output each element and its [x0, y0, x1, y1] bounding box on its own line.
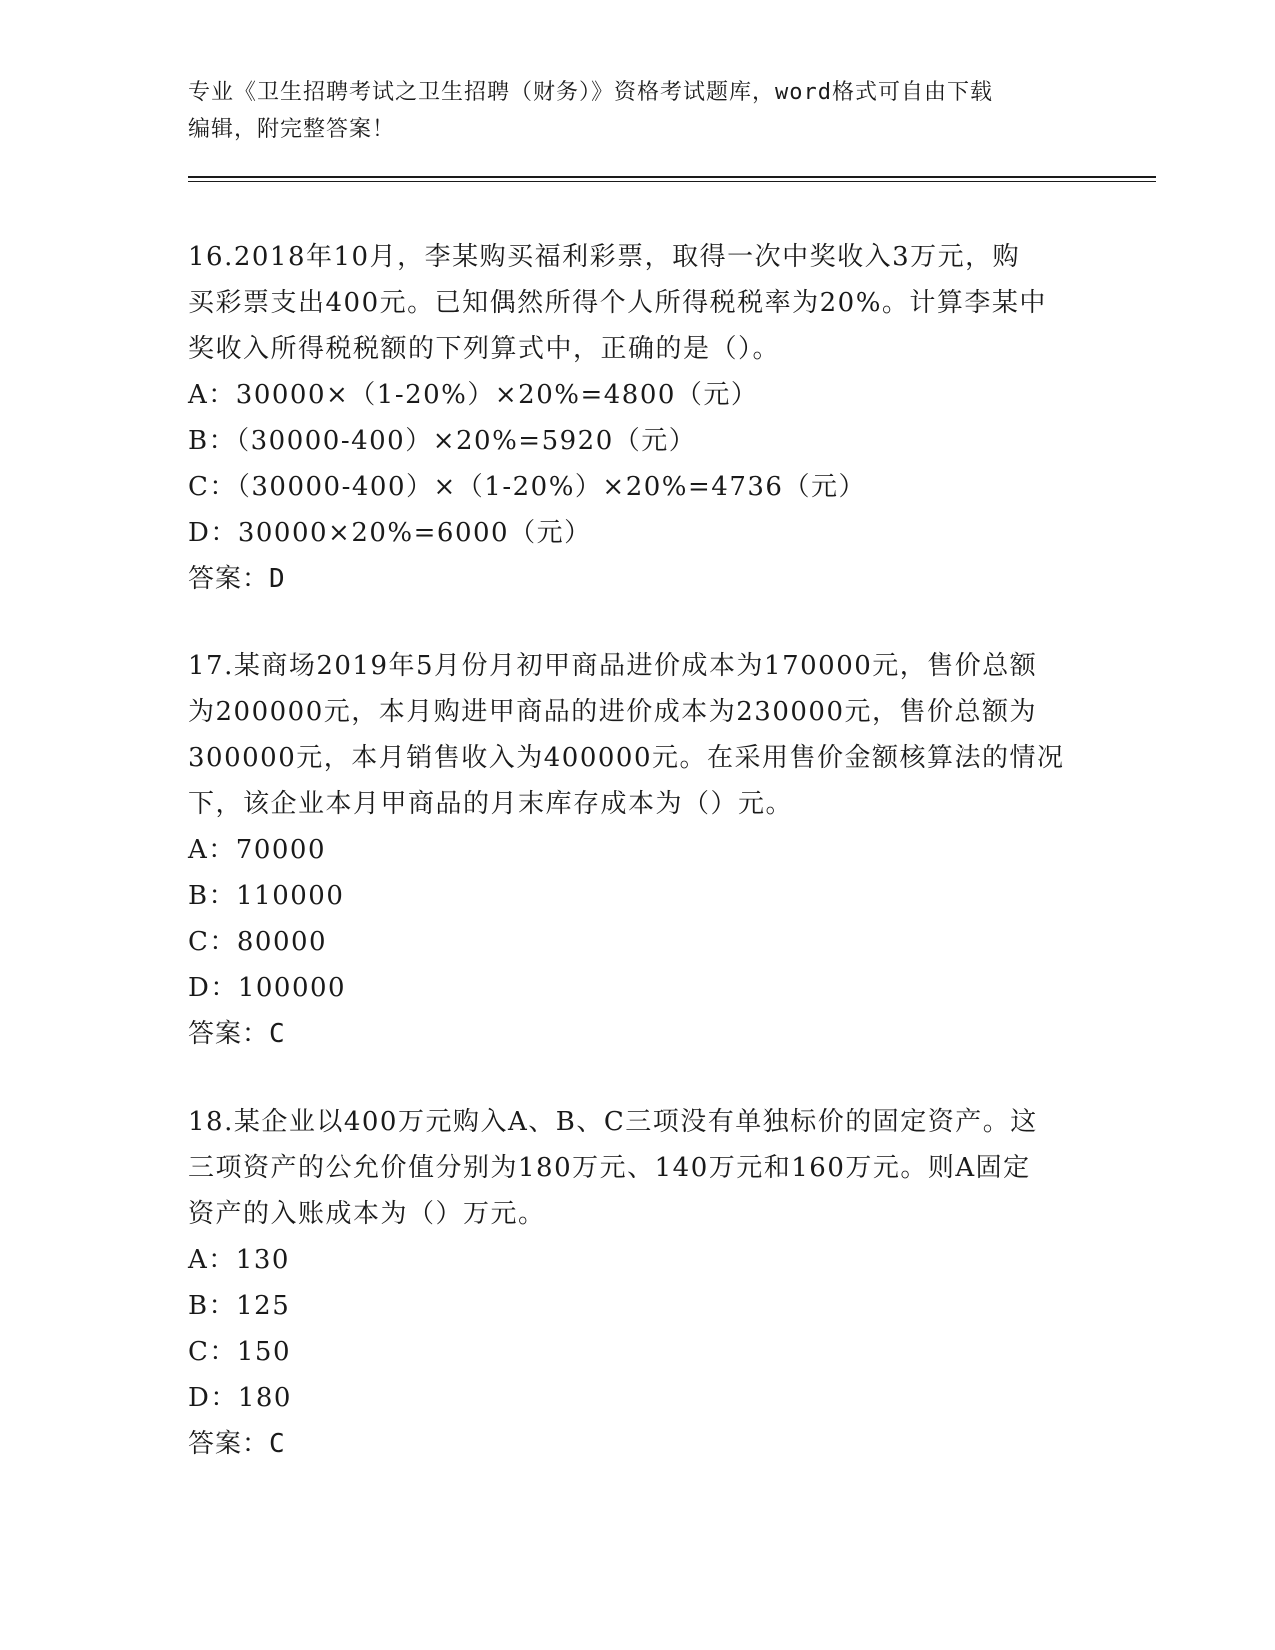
- question-stem-line: 买彩票支出400元。已知偶然所得个人所得税税率为20%。计算李某中: [188, 288, 1047, 318]
- option-b: B：125: [188, 1291, 291, 1321]
- question-stem-line: 下，该企业本月甲商品的月末库存成本为（）元。: [188, 789, 794, 819]
- option-b: B：（30000-400）×20%=5920（元）: [188, 426, 697, 456]
- option-a: A：130: [188, 1245, 290, 1275]
- question-stem-line: 18.某企业以400万元购入A、B、C三项没有单独标价的固定资产。这: [188, 1107, 1038, 1137]
- option-c: C：150: [188, 1337, 292, 1367]
- option-c: C：80000: [188, 927, 328, 957]
- answer-line: 答案：C: [188, 1429, 286, 1459]
- option-a: A：30000×（1-20%）×20%=4800（元）: [188, 380, 759, 410]
- question-17: [188, 643, 1088, 1057]
- question-stem-line: 300000元，本月销售收入为400000元。在采用售价金额核算法的情况: [188, 743, 1065, 773]
- header-line: 专业《卫生招聘考试之卫生招聘（财务）》资格考试题库，word格式可自由下载: [188, 80, 993, 105]
- question-stem-line: 17.某商场2019年5月份月初甲商品进价成本为170000元，售价总额: [188, 651, 1038, 681]
- option-c: C：（30000-400）×（1-20%）×20%=4736（元）: [188, 472, 866, 502]
- question-stem-line: 为200000元，本月购进甲商品的进价成本为230000元，售价总额为: [188, 697, 1038, 727]
- header-divider: [188, 176, 1156, 182]
- answer-line: 答案：D: [188, 564, 286, 594]
- question-18: [188, 1099, 1088, 1467]
- option-b: B：110000: [188, 881, 345, 911]
- question-16: [188, 234, 1088, 602]
- question-stem-line: 资产的入账成本为（）万元。: [188, 1199, 546, 1229]
- option-d: D：180: [188, 1383, 292, 1413]
- header-line: 编辑，附完整答案！: [188, 117, 396, 142]
- option-a: A：70000: [188, 835, 326, 865]
- document-header: [188, 74, 1088, 148]
- option-d: D：100000: [188, 973, 347, 1003]
- question-stem-line: 三项资产的公允价值分别为180万元、140万元和160万元。则A固定: [188, 1153, 1031, 1183]
- question-stem-line: 奖收入所得税税额的下列算式中，正确的是（）。: [188, 334, 781, 364]
- answer-line: 答案：C: [188, 1019, 286, 1049]
- option-d: D：30000×20%=6000（元）: [188, 518, 592, 548]
- question-stem-line: 16.2018年10月，李某购买福利彩票，取得一次中奖收入3万元，购: [188, 242, 1021, 272]
